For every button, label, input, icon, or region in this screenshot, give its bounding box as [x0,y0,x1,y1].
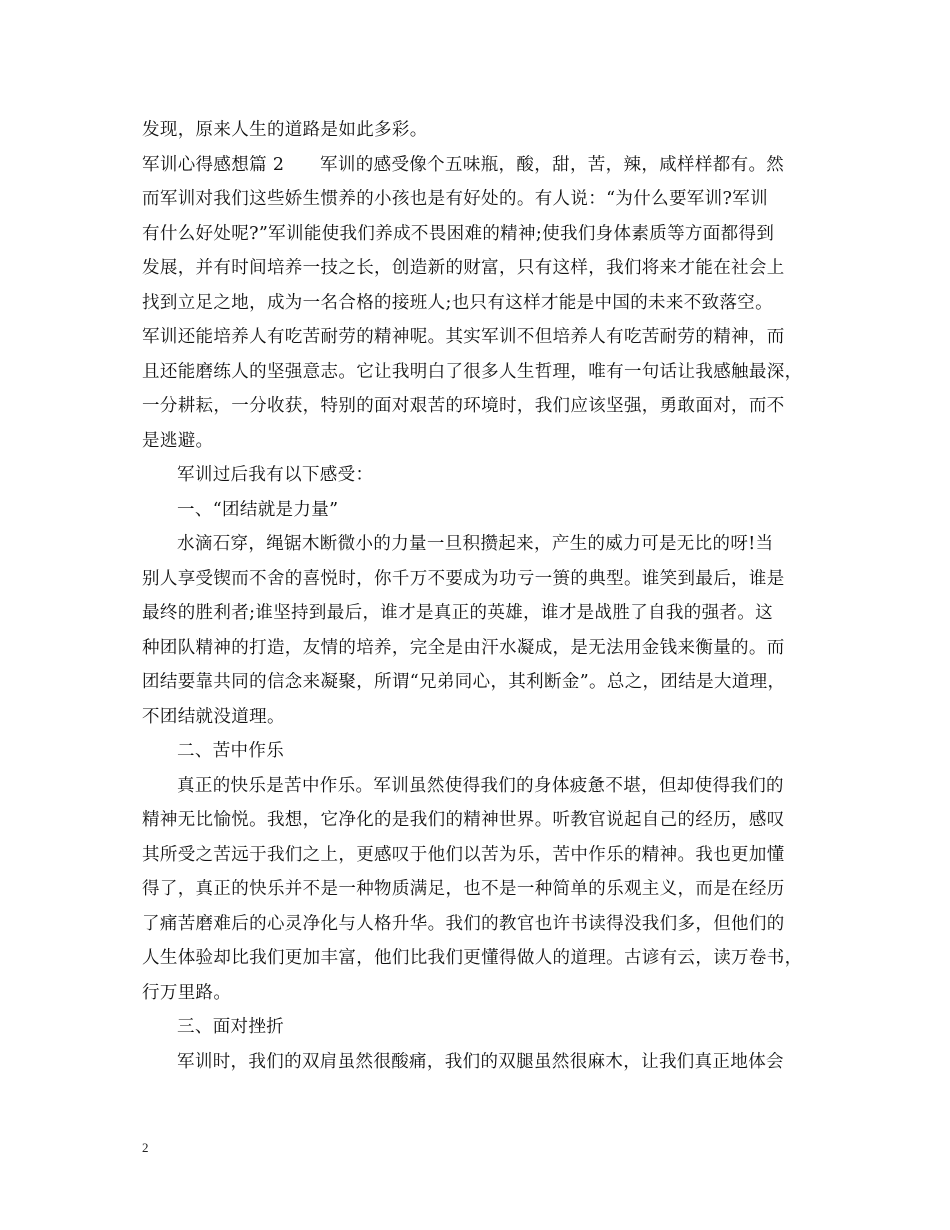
text-line: 军训还能培养人有吃苦耐劳的精神呢。其实军训不但培养人有吃苦耐劳的精神，而 [142,327,785,347]
text-line: 一分耕耘，一分收获，特别的面对艰苦的环境时，我们应该坚强，勇敢面对，而不 [142,396,785,416]
text-line: 最终的胜利者;谁坚持到最后，谁才是真正的英雄，谁才是战胜了自我的强者。这 [142,603,773,623]
text-line: 有什么好处呢?”军训能使我们养成不畏困难的精神;使我们身体素质等方面都得到 [142,224,775,244]
text-line: 水滴石穿，绳锯木断微小的力量一旦积攒起来，产生的威力可是无比的呀!当 [177,534,774,554]
text-line: 而军训对我们这些娇生惯养的小孩也是有好处的。有人说：“为什么要军训?军训 [142,189,768,209]
page-number: 2 [142,1140,149,1155]
text-line: 找到立足之地，成为一名合格的接班人;也只有这样才能是中国的未来不致落空。 [142,293,773,313]
text-line: 发现，原来人生的道路是如此多彩。 [142,120,428,140]
text-line: 精神无比愉悦。我想，它净化的是我们的精神世界。听教官说起自己的经历，感叹 [142,810,785,830]
text-line: 不团结就没道理。 [142,707,285,727]
section-heading: 二、苦中作乐 [177,741,285,761]
text-line: 其所受之苦远于我们之上，更感叹于他们以苦为乐，苦中作乐的精神。我也更加懂 [142,845,785,865]
text-line: 行万里路。 [142,983,232,1003]
text-line: 军训心得感想篇 2 军训的感受像个五味瓶，酸，甜，苦，辣，咸样样都有。然 [142,155,785,175]
section-heading: 三、面对挫折 [177,1017,285,1037]
text-line: 得了，真正的快乐并不是一种物质满足，也不是一种简单的乐观主义，而是在经历 [142,879,785,899]
text-line: 是逃避。 [142,431,214,451]
text-line: 别人享受锲而不舍的喜悦时，你千万不要成为功亏一篑的典型。谁笑到最后，谁是 [142,569,785,589]
text-line: 且还能磨练人的坚强意志。它让我明白了很多人生哲理，唯有一句话让我感触最深， [142,362,803,382]
text-line: 团结要靠共同的信念来凝聚，所谓“兄弟同心，其利断金”。总之，团结是大道理， [142,672,786,692]
text-line: 了痛苦磨难后的心灵净化与人格升华。我们的教官也许书读得没我们多，但他们的 [142,914,785,934]
text-line: 军训时，我们的双肩虽然很酸痛，我们的双腿虽然很麻木，让我们真正地体会 [177,1052,784,1072]
text-line: 真正的快乐是苦中作乐。军训虽然使得我们的身体疲惫不堪，但却使得我们的 [177,776,784,796]
text-line: 人生体验却比我们更加丰富，他们比我们更懂得做人的道理。古谚有云，读万卷书， [142,948,803,968]
text-line: 发展，并有时间培养一技之长，创造新的财富，只有这样，我们将来才能在社会上 [142,258,785,278]
section-heading: 一、“团结就是力量” [177,500,339,520]
text-line: 军训过后我有以下感受： [177,465,374,485]
text-line: 种团队精神的打造，友情的培养，完全是由汗水凝成，是无法用金钱来衡量的。而 [142,638,785,658]
